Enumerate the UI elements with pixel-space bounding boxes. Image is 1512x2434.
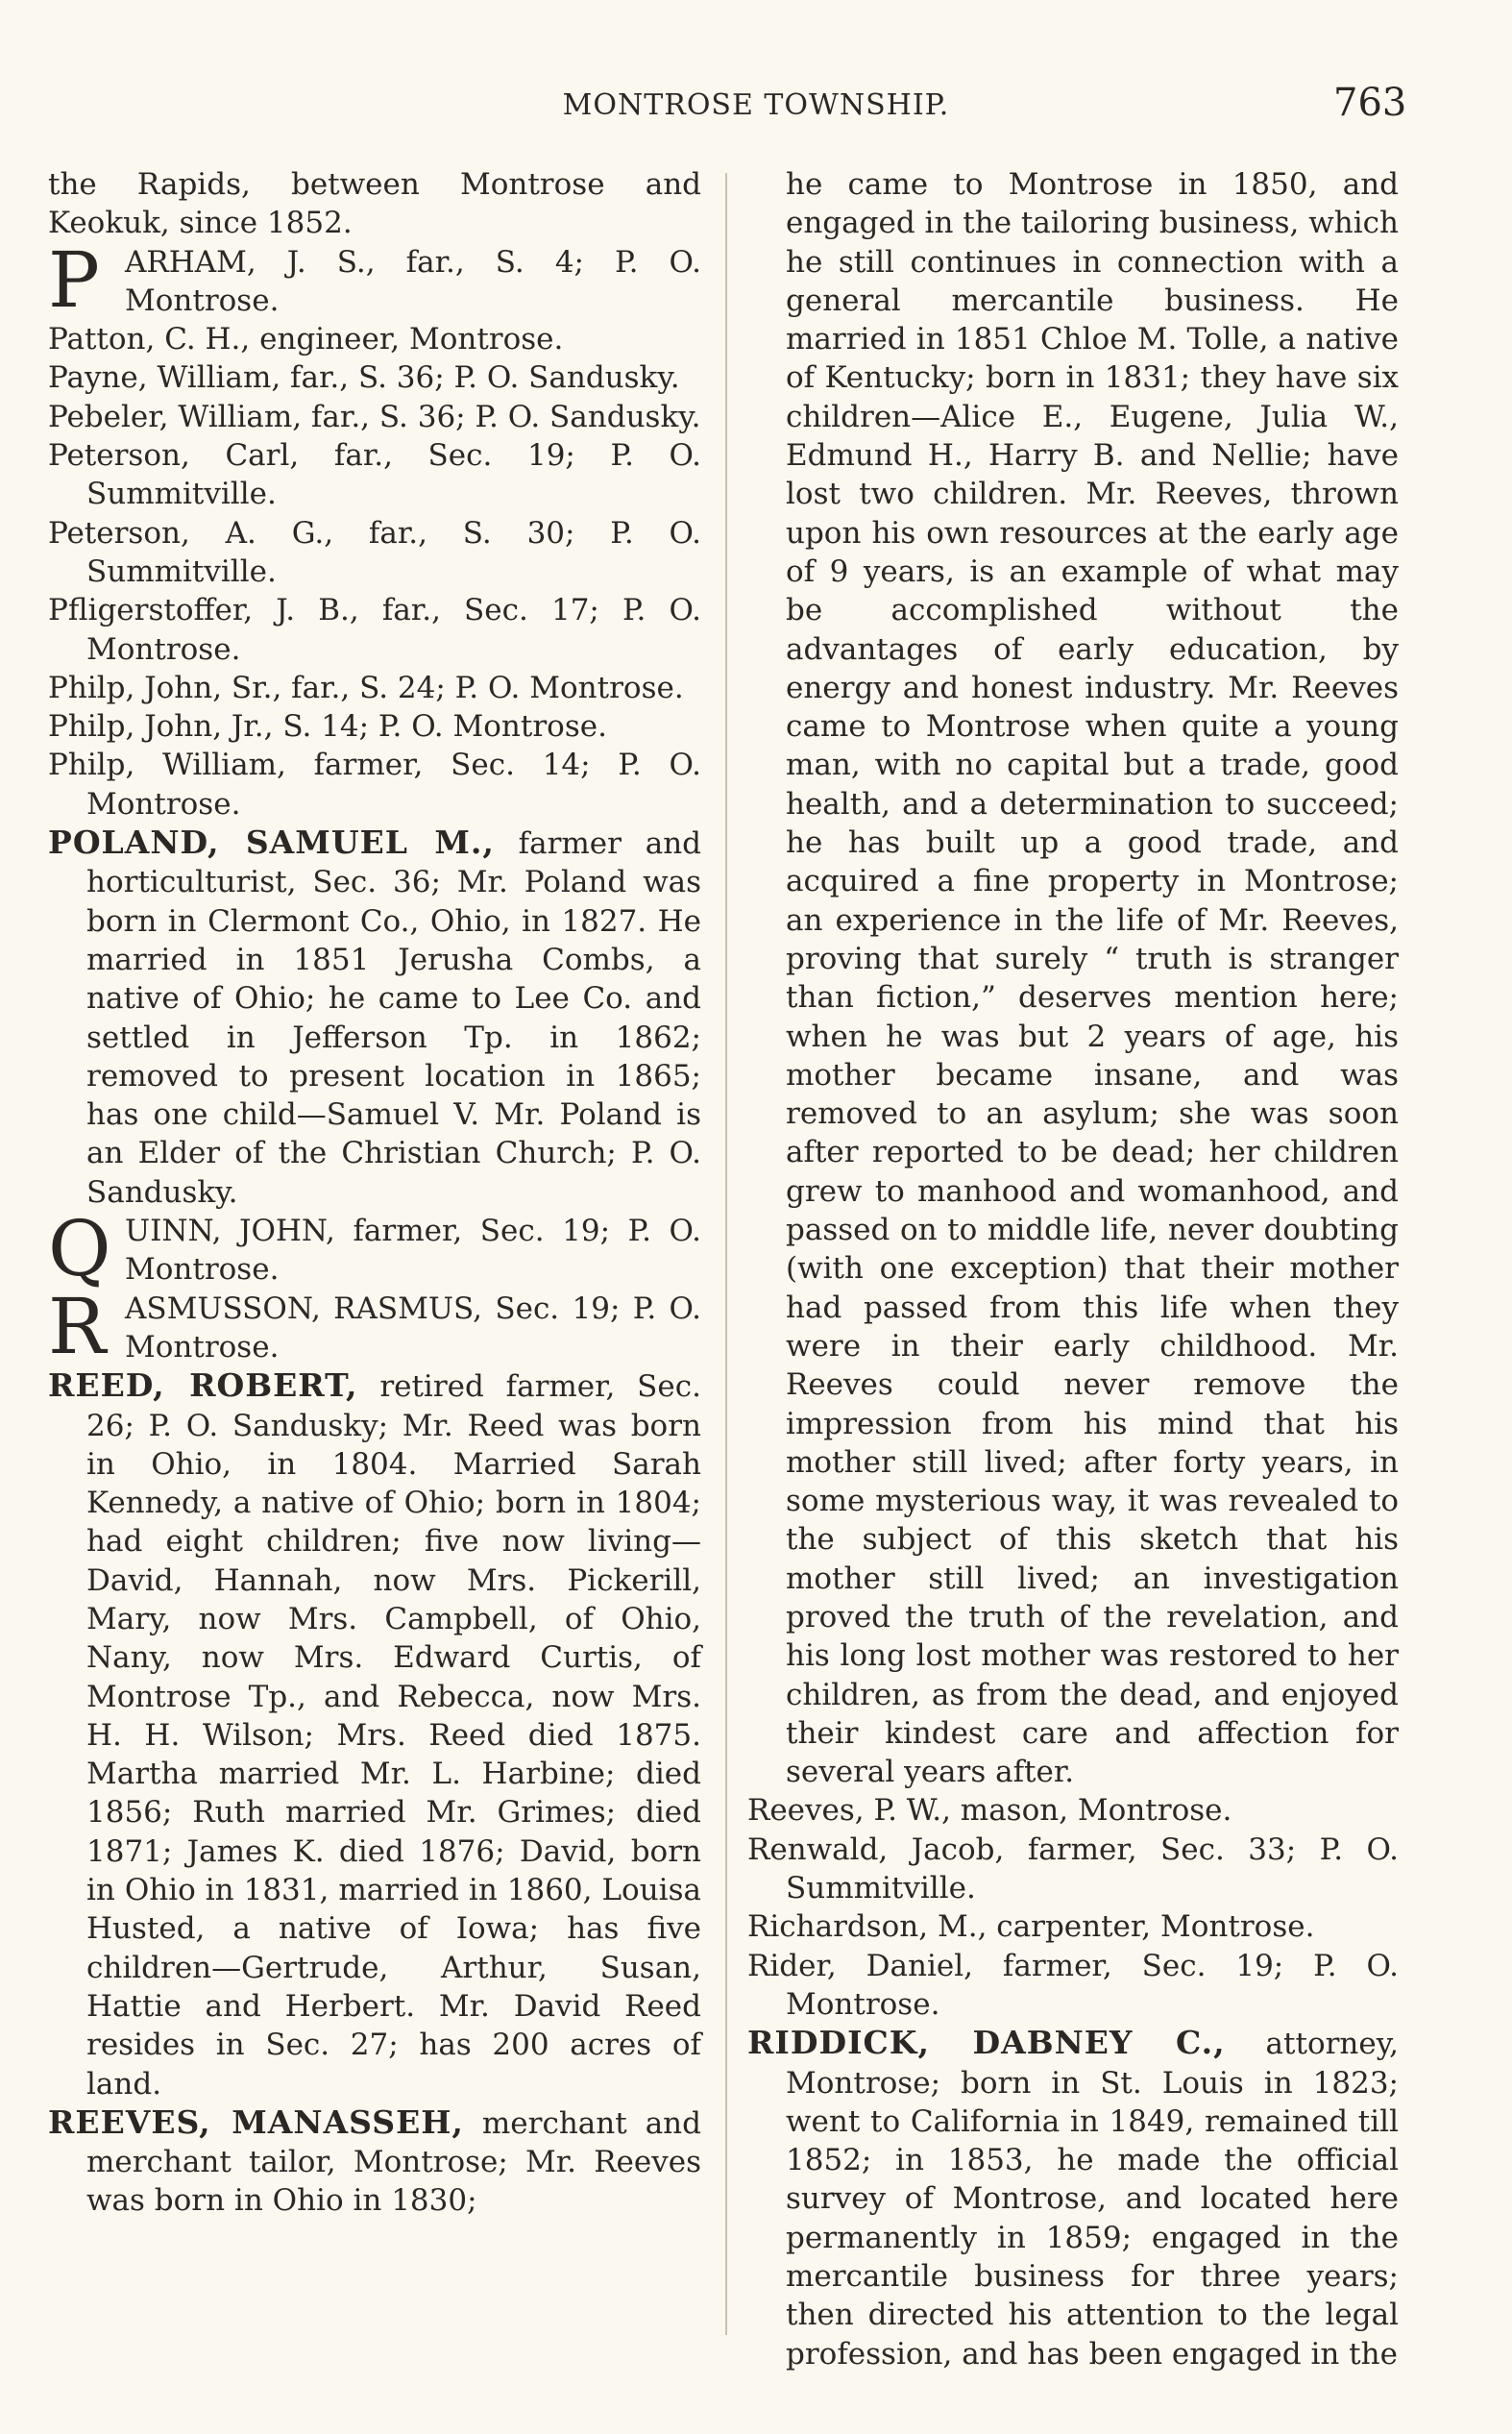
right-column <box>747 165 1399 2373</box>
biography-text: retired farmer, Sec. 26; P. O. Sandusky; Mr. Reed was born in Ohio, in 1804. Married Sarah Kennedy, a native of Ohio; born in 1804; had eight children; five now living—David, Hannah, now Mrs. Pickerill, Mary, now Mrs. Campbell, of Ohio, Nany, now Mrs. Edward Curtis, of Montrose Tp., and Rebecca, now Mrs. H. H. Wilson; Mrs. Reed died 1875. Martha married Mr. L. Harbine; died 1856; Ruth married Mr. Grimes; died 1871; James K. died 1876; David, born in Ohio in 1831, married in 1860, Louisa Husted, a native of Iowa; has five children—Gertrude, Arthur, Susan, Hattie and Herbert. Mr. David Reed resides in Sec. 27; has 200 acres of land. <box>86 1369 701 2102</box>
drop-cap-letter: Q <box>48 1204 111 1294</box>
directory-entry: Richardson, M., carpenter, Montrose. <box>747 1909 1315 1945</box>
biography-name: REEVES, MANASSEH, <box>48 2102 464 2141</box>
directory-entry: Peterson, A. G., far., S. 30; P. O. Summitville. <box>48 515 701 589</box>
directory-entry: Philp, William, farmer, Sec. 14; P. O. Montrose. <box>48 748 701 822</box>
biography-name: RIDDICK, DABNEY C., <box>747 2024 1226 2062</box>
page-number: 763 <box>1333 81 1407 125</box>
biography-text: merchant and merchant tailor, Montrose; Mr. Reeves was born in Ohio in 1830; <box>86 2105 701 2219</box>
directory-entry: Pebeler, William, far., S. 36; P. O. Sandusky. <box>48 399 701 434</box>
biography-reed <box>48 1366 701 2103</box>
drop-cap-letter: R <box>48 1281 107 1371</box>
biography-riddick <box>747 2024 1399 2373</box>
column-divider <box>725 173 727 2335</box>
continued-entry: the Rapids, between Montrose and Keokuk, since 1852. <box>48 167 701 241</box>
biography-name: POLAND, SAMUEL M., <box>48 824 495 862</box>
entry-text: ASMUSSON, RASMUS, Sec. 19; P. O. Montrose. <box>125 1291 701 1365</box>
entry-rasmusson <box>48 1281 701 1371</box>
biography-text: farmer and horticulturist, Sec. 36; Mr. Poland was born in Clermont Co., Ohio, in 1827. He married in 1851 Jerusha Combs, a native of Ohio; he came to Lee Co. and settled in Jefferson Tp. in 1862; removed to present location in 1865; has one child—Samuel V. Mr. Poland is an Elder of the Christian Church; P. O. Sandusky. <box>86 826 701 1210</box>
directory-entry: Philp, John, Jr., S. 14; P. O. Montrose. <box>48 709 607 745</box>
biography-continued: he came to Montrose in 1850, and engaged in the tailoring business, which he still continues in connection with a general mercantile business. He married in 1851 Chloe M. Tolle, a native of Kentucky; born in 1831; they have six children—Alice E., Eugene, Julia W., Edmund H., Harry B. and Nellie; have lost two children. Mr. Reeves, thrown upon his own resources at the early age of 9 years, is an example of what may be accomplished without the advantages of early education, by energy and honest industry. Mr. Reeves came to Montrose when quite a young man, with no capital but a trade, good health, and a determination to succeed; he has built up a good trade, and acquired a fine property in Montrose; an experience in the life of Mr. Reeves, proving that surely “ truth is stranger than fiction,” deserves mention here; when he was but 2 years of age, his mother became insane, and was removed to an asylum; she was soon after reported to be dead; her children grew to manhood and womanhood, and passed on to middle life, never doubting (with one exception) that their mother had passed from this life when they were in their early childhood. Mr. Reeves could never remove the impression from his mind that his mother still lived; after forty years, in some mysterious way, it was revealed to the subject of this sketch that his mother still lived; an investigation proved the truth of the revelation, and his long lost mother was restored to her children, as from the dead, and enjoyed their kindest care and affection for several years after. <box>786 167 1399 1790</box>
biography-reeves <box>48 2103 701 2221</box>
directory-entry: Pfligerstoffer, J. B., far., Sec. 17; P. O. Montrose. <box>48 593 701 667</box>
directory-entry: Peterson, Carl, far., Sec. 19; P. O. Summitville. <box>48 438 701 512</box>
biography-text: attorney, Montrose; born in St. Louis in 1823; went to California in 1849, remained till 1852; in 1853, he made the official survey of Montrose, and located here permanently in 1859; engaged in the mercantile business for three years; then directed his attention to the legal profession, and has been engaged in the <box>786 2027 1399 2372</box>
directory-entry: Philp, John, Sr., far., S. 24; P. O. Montrose. <box>48 670 684 705</box>
entry-quinn <box>48 1204 701 1294</box>
directory-entry: Renwald, Jacob, farmer, Sec. 33; P. O. Summitville. <box>747 1832 1399 1906</box>
entry-text: UINN, JOHN, farmer, Sec. 19; P. O. Montrose. <box>125 1214 701 1288</box>
page-header-title: MONTROSE TOWNSHIP. <box>562 88 950 122</box>
directory-entry: Patton, C. H., engineer, Montrose. <box>48 322 564 357</box>
drop-cap-letter: P <box>48 234 100 325</box>
directory-entry: Rider, Daniel, farmer, Sec. 19; P. O. Montrose. <box>747 1948 1399 2022</box>
directory-entry: Payne, William, far., S. 36; P. O. Sandusky. <box>48 360 680 396</box>
biography-poland <box>48 824 701 1212</box>
entry-text: ARHAM, J. S., far., S. 4; P. O. Montrose. <box>125 244 701 318</box>
directory-entry: Reeves, P. W., mason, Montrose. <box>747 1793 1232 1829</box>
biography-name: REED, ROBERT, <box>48 1366 358 1405</box>
entry-parham <box>48 234 701 325</box>
left-column <box>48 165 701 2221</box>
